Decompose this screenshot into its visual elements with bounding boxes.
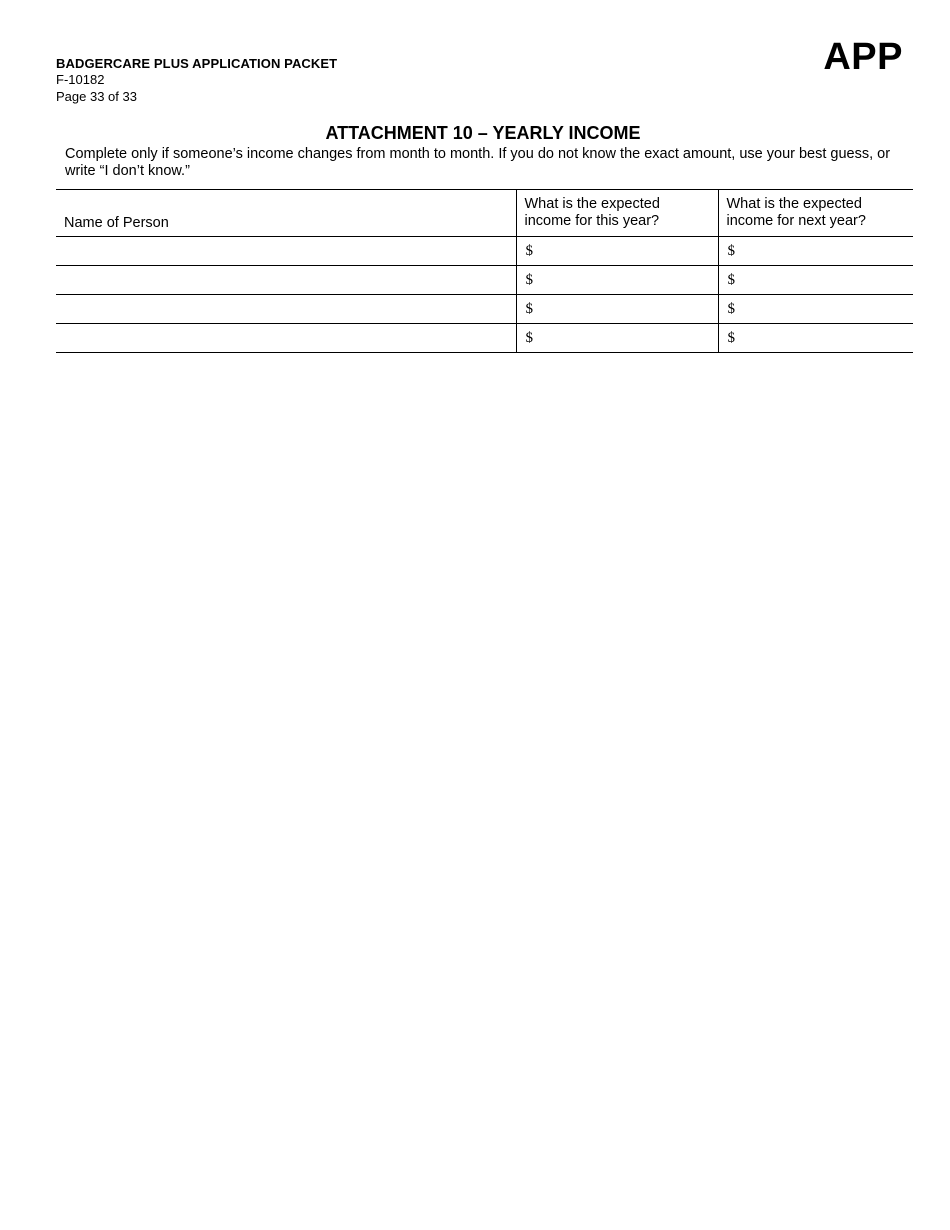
next-year-income-field[interactable]: $: [718, 237, 913, 266]
name-field[interactable]: [56, 324, 516, 353]
next-year-income-field[interactable]: $: [718, 295, 913, 324]
column-header-name: Name of Person: [56, 190, 516, 237]
next-year-income-field[interactable]: $: [718, 266, 913, 295]
next-year-income-field[interactable]: $: [718, 324, 913, 353]
name-field[interactable]: [56, 237, 516, 266]
name-field[interactable]: [56, 295, 516, 324]
this-year-income-field[interactable]: $: [516, 237, 718, 266]
column-header-next-year: What is the expected income for next year?: [718, 190, 913, 237]
table-header-row: [56, 190, 913, 237]
this-year-income-field[interactable]: $: [516, 324, 718, 353]
form-number: F-10182: [56, 72, 105, 87]
name-field[interactable]: [56, 266, 516, 295]
this-year-income-field[interactable]: $: [516, 266, 718, 295]
table-row: [56, 295, 913, 324]
page-number: Page 33 of 33: [56, 89, 137, 104]
instructions-text: Complete only if someone’s income changes from month to month. If you do not know the exact amount, use your best guess, or write “I don’t know.”: [65, 146, 891, 179]
yearly-income-table: [56, 189, 913, 353]
attachment-title: ATTACHMENT 10 – YEARLY INCOME: [325, 123, 641, 143]
column-header-this-year: What is the expected income for this year?: [516, 190, 718, 237]
app-badge: APP: [823, 36, 903, 78]
table-row: [56, 237, 913, 266]
this-year-income-field[interactable]: $: [516, 295, 718, 324]
table-row: [56, 324, 913, 353]
table-row: [56, 266, 913, 295]
packet-title: BADGERCARE PLUS APPLICATION PACKET: [56, 56, 338, 71]
